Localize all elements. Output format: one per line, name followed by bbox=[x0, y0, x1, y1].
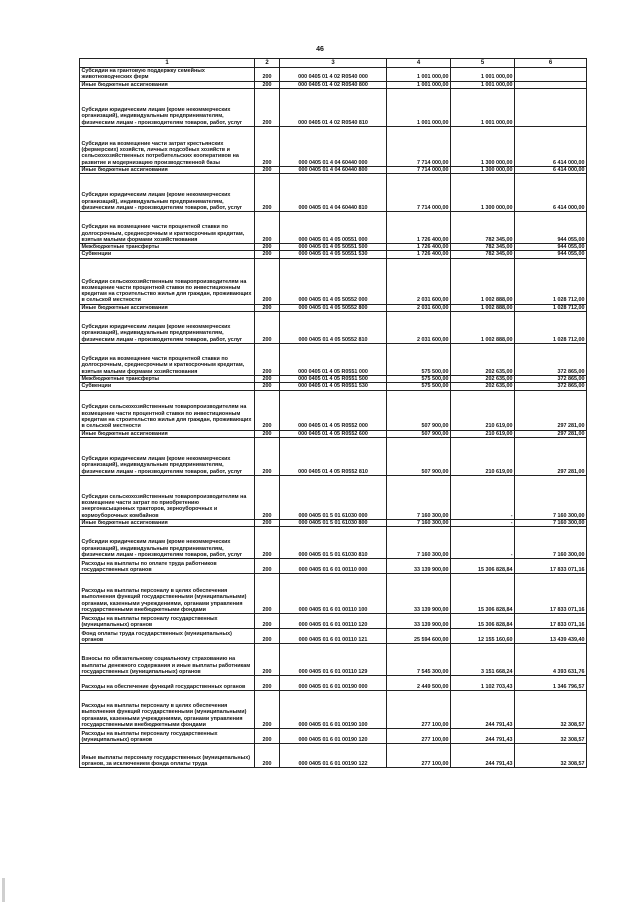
cell-line-code: 200 bbox=[255, 676, 280, 691]
cell-budget-code: 000 0405 01 5 01 61030 810 bbox=[280, 527, 387, 559]
cell-line-code: 200 bbox=[255, 174, 280, 212]
cell-name: Межбюджетные трансферты bbox=[80, 376, 255, 383]
column-header-6: 6 bbox=[515, 59, 587, 68]
cell-budget-code: 000 0405 01 4 05 R0552 810 bbox=[280, 437, 387, 475]
cell-approved: 2 031 600,00 bbox=[387, 258, 451, 304]
cell-budget-code: 000 0405 01 6 01 00190 100 bbox=[280, 691, 387, 729]
cell-line-code: 200 bbox=[255, 81, 280, 88]
cell-budget-code: 000 0405 01 4 05 50552 810 bbox=[280, 312, 387, 344]
cell-executed: 1 001 000,00 bbox=[451, 68, 515, 82]
table-row bbox=[80, 527, 587, 559]
cell-line-code: 200 bbox=[255, 691, 280, 729]
cell-unexecuted: 1 028 712,00 bbox=[515, 258, 587, 304]
cell-approved: 277 100,00 bbox=[387, 744, 451, 768]
table-row bbox=[80, 614, 587, 629]
cell-name: Иные выплаты персоналу государственных (муниципальных) органов, за исключением фонда оплаты труда bbox=[80, 744, 255, 768]
cell-executed: - bbox=[451, 519, 515, 526]
cell-approved: 33 139 900,00 bbox=[387, 559, 451, 574]
cell-name: Субсидии сельскохозяйственным товаропроизводителям на возмещение части затрат по приобретению энергонасыщенных тракторов, зерноуборочных и кормоуборочных комбайнов bbox=[80, 475, 255, 519]
cell-name: Субсидии на грантовую поддержку семейных животноводческих ферм bbox=[80, 68, 255, 82]
table-row bbox=[80, 174, 587, 212]
table-row bbox=[80, 744, 587, 768]
cell-unexecuted: 297 281,00 bbox=[515, 430, 587, 437]
cell-budget-code: 000 0405 01 6 01 00190 120 bbox=[280, 729, 387, 744]
cell-approved: 507 900,00 bbox=[387, 390, 451, 430]
cell-executed: 202 635,00 bbox=[451, 383, 515, 390]
cell-budget-code: 000 0405 01 6 01 00110 121 bbox=[280, 629, 387, 644]
cell-approved: 7 160 300,00 bbox=[387, 519, 451, 526]
cell-budget-code: 000 0405 01 4 05 R0551 000 bbox=[280, 344, 387, 376]
cell-executed: 1 002 888,00 bbox=[451, 304, 515, 311]
cell-executed: 202 635,00 bbox=[451, 376, 515, 383]
cell-name: Субсидии юридическим лицам (кроме некоммерческих организаций), индивидуальным предпринимателям, физическим лицам - производителям товаров, работ, услуг bbox=[80, 312, 255, 344]
cell-name: Субсидии на возмещение части процентной ставки по долгосрочным, среднесрочным и краткосрочным кредитам, взятым малыми формами хозяйствования bbox=[80, 212, 255, 244]
cell-executed: 15 306 828,84 bbox=[451, 574, 515, 614]
cell-name: Субсидии юридическим лицам (кроме некоммерческих организаций), индивидуальным предпринимателям, физическим лицам - производителям товаров, работ, услуг bbox=[80, 88, 255, 126]
cell-name: Иные бюджетные ассигнования bbox=[80, 81, 255, 88]
budget-table-container bbox=[79, 58, 586, 768]
cell-name: Расходы на выплаты персоналу государственных (муниципальных) органов bbox=[80, 729, 255, 744]
table-row bbox=[80, 68, 587, 82]
cell-executed: 210 619,00 bbox=[451, 430, 515, 437]
table-row bbox=[80, 376, 587, 383]
cell-approved: 507 900,00 bbox=[387, 430, 451, 437]
cell-unexecuted: 17 833 071,16 bbox=[515, 574, 587, 614]
cell-unexecuted: 4 393 631,76 bbox=[515, 644, 587, 676]
page-number: 46 bbox=[316, 46, 324, 53]
cell-executed: 3 151 668,24 bbox=[451, 644, 515, 676]
cell-budget-code: 000 0405 01 4 05 50552 800 bbox=[280, 304, 387, 311]
cell-name: Расходы на выплаты персоналу в целях обеспечения выполнения функций государственными (муниципальными) органами, казенными учреждениями, органами управления государственными внебюджетными фондами bbox=[80, 574, 255, 614]
cell-line-code: 200 bbox=[255, 574, 280, 614]
table-row bbox=[80, 251, 587, 258]
cell-executed: 1 300 000,00 bbox=[451, 174, 515, 212]
cell-budget-code: 000 0405 01 4 05 50551 530 bbox=[280, 251, 387, 258]
table-row bbox=[80, 574, 587, 614]
cell-budget-code: 000 0405 01 6 01 00110 120 bbox=[280, 614, 387, 629]
cell-unexecuted: 944 055,00 bbox=[515, 251, 587, 258]
cell-name: Взносы по обязательному социальному страхованию на выплаты денежного содержания и иные выплаты работникам государственных (муниципальных) органов bbox=[80, 644, 255, 676]
table-row bbox=[80, 126, 587, 166]
table-row bbox=[80, 430, 587, 437]
cell-name: Иные бюджетные ассигнования bbox=[80, 166, 255, 173]
cell-approved: 575 500,00 bbox=[387, 344, 451, 376]
table-row bbox=[80, 383, 587, 390]
cell-line-code: 200 bbox=[255, 430, 280, 437]
cell-unexecuted: 7 160 300,00 bbox=[515, 527, 587, 559]
cell-executed: - bbox=[451, 527, 515, 559]
cell-executed: 210 619,00 bbox=[451, 390, 515, 430]
cell-line-code: 200 bbox=[255, 614, 280, 629]
cell-approved: 1 726 400,00 bbox=[387, 244, 451, 251]
cell-budget-code: 000 0405 01 6 01 00110 129 bbox=[280, 644, 387, 676]
table-row bbox=[80, 644, 587, 676]
cell-executed: 202 635,00 bbox=[451, 344, 515, 376]
cell-name: Субсидии сельскохозяйственным товаропроизводителям на возмещение части процентной ставки по инвестиционным кредитам на строительство жилья для граждан, проживающих в сельской местности bbox=[80, 390, 255, 430]
cell-unexecuted: 297 281,00 bbox=[515, 437, 587, 475]
cell-budget-code: 000 0405 01 4 05 R0551 500 bbox=[280, 376, 387, 383]
cell-name: Межбюджетные трансферты bbox=[80, 244, 255, 251]
cell-budget-code: 000 0405 01 6 01 00190 122 bbox=[280, 744, 387, 768]
table-row bbox=[80, 244, 587, 251]
column-header-3: 3 bbox=[280, 59, 387, 68]
cell-unexecuted: 32 308,57 bbox=[515, 744, 587, 768]
cell-name: Субвенции bbox=[80, 383, 255, 390]
cell-name: Субсидии юридическим лицам (кроме некоммерческих организаций), индивидуальным предпринимателям, физическим лицам - производителям товаров, работ, услуг bbox=[80, 437, 255, 475]
cell-budget-code: 000 0405 01 4 02 R0540 800 bbox=[280, 81, 387, 88]
table-row bbox=[80, 304, 587, 311]
table-row bbox=[80, 519, 587, 526]
cell-unexecuted: 6 414 000,00 bbox=[515, 126, 587, 166]
cell-name: Субсидии юридическим лицам (кроме некоммерческих организаций), индивидуальным предпринимателям, физическим лицам - производителям товаров, работ, услуг bbox=[80, 174, 255, 212]
cell-approved: 33 139 900,00 bbox=[387, 614, 451, 629]
cell-line-code: 200 bbox=[255, 312, 280, 344]
cell-budget-code: 000 0405 01 4 04 60440 810 bbox=[280, 174, 387, 212]
cell-approved: 7 160 300,00 bbox=[387, 475, 451, 519]
cell-unexecuted: 944 055,00 bbox=[515, 212, 587, 244]
cell-approved: 277 100,00 bbox=[387, 691, 451, 729]
cell-unexecuted: 6 414 000,00 bbox=[515, 174, 587, 212]
cell-executed: 1 300 000,00 bbox=[451, 126, 515, 166]
table-row bbox=[80, 676, 587, 691]
table-row bbox=[80, 258, 587, 304]
cell-line-code: 200 bbox=[255, 88, 280, 126]
cell-name: Субвенции bbox=[80, 251, 255, 258]
cell-approved: 277 100,00 bbox=[387, 729, 451, 744]
table-row bbox=[80, 629, 587, 644]
table-row bbox=[80, 437, 587, 475]
table-row bbox=[80, 88, 587, 126]
cell-budget-code: 000 0405 01 4 05 R0552 600 bbox=[280, 430, 387, 437]
budget-execution-table bbox=[79, 58, 587, 768]
cell-approved: 7 714 000,00 bbox=[387, 166, 451, 173]
cell-name: Субсидии сельскохозяйственным товаропроизводителям на возмещение части процентной ставки по инвестиционным кредитам на строительство жилья для граждан, проживающих в сельской местности bbox=[80, 258, 255, 304]
cell-approved: 575 500,00 bbox=[387, 383, 451, 390]
cell-approved: 25 594 600,00 bbox=[387, 629, 451, 644]
cell-line-code: 200 bbox=[255, 251, 280, 258]
table-row bbox=[80, 81, 587, 88]
cell-budget-code: 000 0405 01 6 01 00110 100 bbox=[280, 574, 387, 614]
cell-budget-code: 000 0405 01 6 01 00110 000 bbox=[280, 559, 387, 574]
cell-unexecuted bbox=[515, 68, 587, 82]
cell-line-code: 200 bbox=[255, 376, 280, 383]
cell-line-code: 200 bbox=[255, 744, 280, 768]
cell-unexecuted: 32 308,57 bbox=[515, 729, 587, 744]
cell-line-code: 200 bbox=[255, 527, 280, 559]
cell-executed: 782 345,00 bbox=[451, 251, 515, 258]
cell-executed: 1 002 888,00 bbox=[451, 258, 515, 304]
cell-unexecuted: 1 028 712,00 bbox=[515, 304, 587, 311]
cell-executed: 1 102 703,43 bbox=[451, 676, 515, 691]
cell-executed: 1 300 000,00 bbox=[451, 166, 515, 173]
cell-name: Расходы на обеспечение функций государственных органов bbox=[80, 676, 255, 691]
cell-executed: 12 155 160,60 bbox=[451, 629, 515, 644]
cell-budget-code: 000 0405 01 4 05 00551 000 bbox=[280, 212, 387, 244]
cell-budget-code: 000 0405 01 4 05 50552 000 bbox=[280, 258, 387, 304]
cell-line-code: 200 bbox=[255, 68, 280, 82]
cell-name: Иные бюджетные ассигнования bbox=[80, 519, 255, 526]
cell-unexecuted: 944 055,00 bbox=[515, 244, 587, 251]
cell-line-code: 200 bbox=[255, 629, 280, 644]
cell-approved: 1 001 000,00 bbox=[387, 81, 451, 88]
cell-budget-code: 000 0405 01 6 01 00190 000 bbox=[280, 676, 387, 691]
cell-budget-code: 000 0405 01 5 01 61030 800 bbox=[280, 519, 387, 526]
cell-unexecuted: 1 346 796,57 bbox=[515, 676, 587, 691]
table-header bbox=[80, 59, 587, 68]
cell-unexecuted: 17 833 071,16 bbox=[515, 614, 587, 629]
cell-line-code: 200 bbox=[255, 258, 280, 304]
cell-line-code: 200 bbox=[255, 475, 280, 519]
table-row bbox=[80, 390, 587, 430]
header-row bbox=[80, 59, 587, 68]
cell-budget-code: 000 0405 01 4 02 R0540 000 bbox=[280, 68, 387, 82]
cell-approved: 1 726 400,00 bbox=[387, 212, 451, 244]
cell-executed: 1 001 000,00 bbox=[451, 88, 515, 126]
cell-budget-code: 000 0405 01 4 04 60440 000 bbox=[280, 126, 387, 166]
cell-approved: 575 500,00 bbox=[387, 376, 451, 383]
cell-budget-code: 000 0405 01 4 05 50551 500 bbox=[280, 244, 387, 251]
cell-line-code: 200 bbox=[255, 383, 280, 390]
cell-budget-code: 000 0405 01 4 04 60440 800 bbox=[280, 166, 387, 173]
cell-line-code: 200 bbox=[255, 304, 280, 311]
column-header-2: 2 bbox=[255, 59, 280, 68]
cell-executed: - bbox=[451, 475, 515, 519]
cell-line-code: 200 bbox=[255, 126, 280, 166]
cell-approved: 7 714 000,00 bbox=[387, 126, 451, 166]
cell-executed: 1 002 888,00 bbox=[451, 312, 515, 344]
cell-unexecuted: 13 439 439,40 bbox=[515, 629, 587, 644]
cell-unexecuted: 7 160 300,00 bbox=[515, 519, 587, 526]
cell-unexecuted: 372 865,00 bbox=[515, 376, 587, 383]
cell-executed: 15 306 828,84 bbox=[451, 559, 515, 574]
cell-approved: 1 726 400,00 bbox=[387, 251, 451, 258]
cell-approved: 2 449 500,00 bbox=[387, 676, 451, 691]
cell-line-code: 200 bbox=[255, 166, 280, 173]
cell-name: Иные бюджетные ассигнования bbox=[80, 430, 255, 437]
column-header-1: 1 bbox=[80, 59, 255, 68]
cell-line-code: 200 bbox=[255, 344, 280, 376]
scan-margin-mark bbox=[2, 878, 5, 902]
cell-name: Иные бюджетные ассигнования bbox=[80, 304, 255, 311]
table-row bbox=[80, 212, 587, 244]
cell-name: Расходы на выплаты по оплате труда работников государственных органов bbox=[80, 559, 255, 574]
table-row bbox=[80, 344, 587, 376]
cell-unexecuted: 297 281,00 bbox=[515, 390, 587, 430]
table-body bbox=[80, 68, 587, 768]
cell-line-code: 200 bbox=[255, 644, 280, 676]
cell-name: Субсидии на возмещение части процентной ставки по долгосрочным, среднесрочным и краткосрочным кредитам, взятым малыми формами хозяйствования bbox=[80, 344, 255, 376]
cell-line-code: 200 bbox=[255, 559, 280, 574]
table-row bbox=[80, 729, 587, 744]
cell-approved: 7 160 300,00 bbox=[387, 527, 451, 559]
column-header-4: 4 bbox=[387, 59, 451, 68]
table-row bbox=[80, 691, 587, 729]
cell-name: Субсидии на возмещение части затрат крестьянских (фермерских) хозяйств, личных подсобных хозяйств и сельскохозяйственных потребительских кооперативов на развитие и модернизацию производственной базы bbox=[80, 126, 255, 166]
table-row bbox=[80, 559, 587, 574]
table-row bbox=[80, 312, 587, 344]
cell-unexecuted: 32 308,57 bbox=[515, 691, 587, 729]
cell-line-code: 200 bbox=[255, 729, 280, 744]
cell-budget-code: 000 0405 01 5 01 61030 000 bbox=[280, 475, 387, 519]
cell-approved: 2 031 600,00 bbox=[387, 304, 451, 311]
cell-unexecuted: 372 865,00 bbox=[515, 344, 587, 376]
cell-line-code: 200 bbox=[255, 244, 280, 251]
cell-unexecuted: 6 414 000,00 bbox=[515, 166, 587, 173]
cell-executed: 244 791,43 bbox=[451, 729, 515, 744]
cell-unexecuted: 372 865,00 bbox=[515, 383, 587, 390]
cell-line-code: 200 bbox=[255, 212, 280, 244]
cell-approved: 33 139 900,00 bbox=[387, 574, 451, 614]
cell-line-code: 200 bbox=[255, 390, 280, 430]
cell-executed: 210 619,00 bbox=[451, 437, 515, 475]
cell-budget-code: 000 0405 01 4 05 R0552 000 bbox=[280, 390, 387, 430]
cell-approved: 7 545 300,00 bbox=[387, 644, 451, 676]
cell-approved: 1 001 000,00 bbox=[387, 68, 451, 82]
cell-executed: 782 345,00 bbox=[451, 212, 515, 244]
cell-budget-code: 000 0405 01 4 05 R0551 530 bbox=[280, 383, 387, 390]
table-row bbox=[80, 166, 587, 173]
cell-executed: 1 001 000,00 bbox=[451, 81, 515, 88]
cell-approved: 1 001 000,00 bbox=[387, 88, 451, 126]
cell-executed: 244 791,43 bbox=[451, 744, 515, 768]
column-header-5: 5 bbox=[451, 59, 515, 68]
cell-approved: 2 031 600,00 bbox=[387, 312, 451, 344]
cell-executed: 782 345,00 bbox=[451, 244, 515, 251]
cell-unexecuted: 1 028 712,00 bbox=[515, 312, 587, 344]
cell-approved: 7 714 000,00 bbox=[387, 174, 451, 212]
cell-unexecuted bbox=[515, 81, 587, 88]
cell-name: Расходы на выплаты персоналу государственных (муниципальных) органов bbox=[80, 614, 255, 629]
cell-executed: 244 791,43 bbox=[451, 691, 515, 729]
cell-name: Расходы на выплаты персоналу в целях обеспечения выполнения функций государственными (муниципальными) органами, казенными учреждениями, органами управления государственными внебюджетными фондами bbox=[80, 691, 255, 729]
cell-budget-code: 000 0405 01 4 02 R0540 810 bbox=[280, 88, 387, 126]
cell-unexecuted: 17 833 071,16 bbox=[515, 559, 587, 574]
cell-line-code: 200 bbox=[255, 437, 280, 475]
cell-unexecuted: 7 160 300,00 bbox=[515, 475, 587, 519]
cell-executed: 15 306 828,84 bbox=[451, 614, 515, 629]
cell-unexecuted bbox=[515, 88, 587, 126]
table-row bbox=[80, 475, 587, 519]
cell-line-code: 200 bbox=[255, 519, 280, 526]
cell-approved: 507 900,00 bbox=[387, 437, 451, 475]
cell-name: Фонд оплаты труда государственных (муниципальных) органов bbox=[80, 629, 255, 644]
cell-name: Субсидии юридическим лицам (кроме некоммерческих организаций), индивидуальным предпринимателям, физическим лицам - производителям товаров, работ, услуг bbox=[80, 527, 255, 559]
